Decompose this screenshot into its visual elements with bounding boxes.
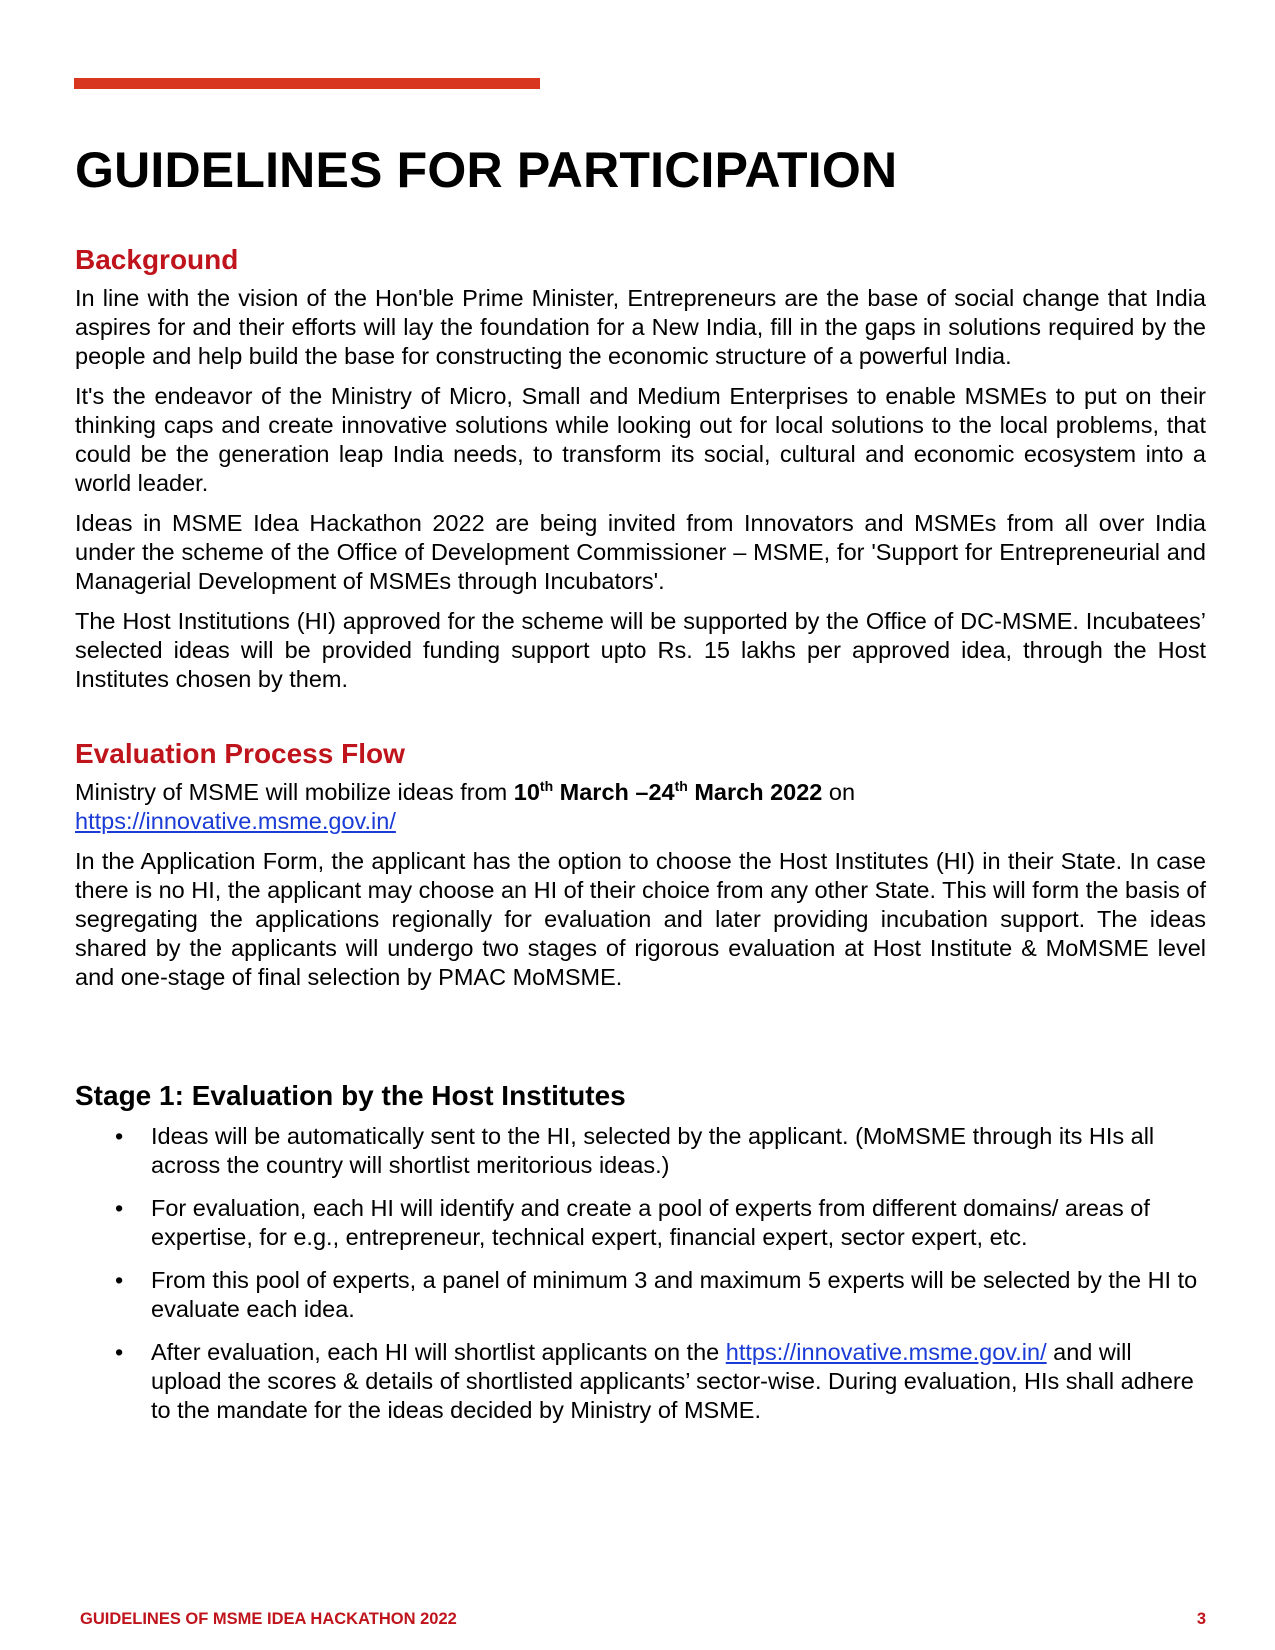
list-item [75, 1338, 1206, 1425]
list-item [75, 1122, 1206, 1180]
date-range [514, 779, 823, 805]
date-start-rest: March –24 [553, 779, 675, 805]
stage1-list [75, 1122, 1206, 1425]
background-paragraph-2: It's the endeavor of the Ministry of Micro, Small and Medium Enterprises to enable MSMEs to put on their thinking caps and create innovative solutions while looking out for local solutions to the local problems, that could be the generation leap India needs, to transform its social, cultural and economic ecosystem into a world leader. [75, 383, 1206, 496]
list-item [75, 1194, 1206, 1252]
date-end-rest: March 2022 [687, 779, 823, 805]
background-paragraph-4: The Host Institutions (HI) approved for the scheme will be supported by the Office of DC-MSME. Incubatees’ selected ideas will be provided funding support upto Rs. 15 lakhs per approved idea, through the Host Institutes chosen by them. [75, 608, 1206, 692]
evaluation-paragraph: In the Application Form, the applicant has the option to choose the Host Institutes (HI) in their State. In case there is no HI, the applicant may choose an HI of their choice from any other State. This will form the basis of segregating the applications regionally for evaluation and later providing incubation support. The ideas shared by the applicants will undergo two stages of rigorous evaluation at Host Institute & MoMSME level and one-stage of final selection by PMAC MoMSME. [75, 848, 1206, 990]
page-content [75, 140, 1206, 1439]
background-paragraph-3: Ideas in MSME Idea Hackathon 2022 are being invited from Innovators and MSMEs from all over India under the scheme of the Office of Development Commissioner – MSME, for 'Support for Entrepreneurial and Managerial Development of MSMEs through Incubators'. [75, 510, 1206, 594]
page-title: GUIDELINES FOR PARTICIPATION [75, 142, 898, 198]
date-start-sup: th [539, 778, 554, 795]
list-item-text: Ideas will be automatically sent to the HI, selected by the applicant. (MoMSME through its HIs all across the country will shortlist meritorious ideas.) [151, 1123, 1155, 1178]
intro-suffix: on [822, 779, 856, 805]
bullet: • [115, 1195, 124, 1221]
list-item-text-suffix: and will upload the scores & details of shortlisted applicants’ sector-wise. During evaluation, HIs shall adhere to the mandate for the ideas decided by Ministry of MSME. [151, 1339, 1194, 1423]
evaluation-intro [75, 778, 1206, 836]
bullet: • [115, 1339, 124, 1365]
list-item-text: After evaluation, each HI will shortlist applicants on the [151, 1339, 726, 1365]
background-section [75, 284, 1206, 694]
stage1-heading: Stage 1: Evaluation by the Host Institutes [75, 1080, 626, 1111]
date-end-sup: th [674, 778, 688, 795]
list-item [75, 1266, 1206, 1324]
accent-bar [74, 78, 540, 89]
background-paragraph-1: In line with the vision of the Hon'ble Prime Minister, Entrepreneurs are the base of social change that India aspires for and their efforts will lay the foundation for a New India, fill in the gaps in solutions required by the people and help build the base for constructing the economic structure of a powerful India. [75, 285, 1206, 369]
list-item-text: From this pool of experts, a panel of minimum 3 and maximum 5 experts will be selected by the HI to evaluate each idea. [151, 1267, 1198, 1322]
page-number: 3 [1196, 1610, 1206, 1628]
bullet: • [115, 1123, 124, 1149]
footer-title: GUIDELINES OF MSME IDEA HACKATHON 2022 [80, 1610, 457, 1628]
portal-link-inline[interactable]: https://innovative.msme.gov.in/ [725, 1339, 1047, 1365]
date-start-day: 10 [513, 779, 540, 805]
evaluation-section [75, 778, 1206, 992]
portal-link[interactable]: https://innovative.msme.gov.in/ [75, 808, 396, 834]
bullet: • [115, 1267, 124, 1293]
background-heading: Background [75, 244, 239, 275]
list-item-text: For evaluation, each HI will identify and create a pool of experts from different domains/ areas of expertise, for e.g., entrepreneur, technical expert, financial expert, sector expert, etc. [151, 1195, 1150, 1250]
page-footer [80, 1610, 1206, 1629]
intro-prefix: Ministry of MSME will mobilize ideas from [75, 779, 514, 805]
evaluation-heading: Evaluation Process Flow [75, 738, 405, 769]
